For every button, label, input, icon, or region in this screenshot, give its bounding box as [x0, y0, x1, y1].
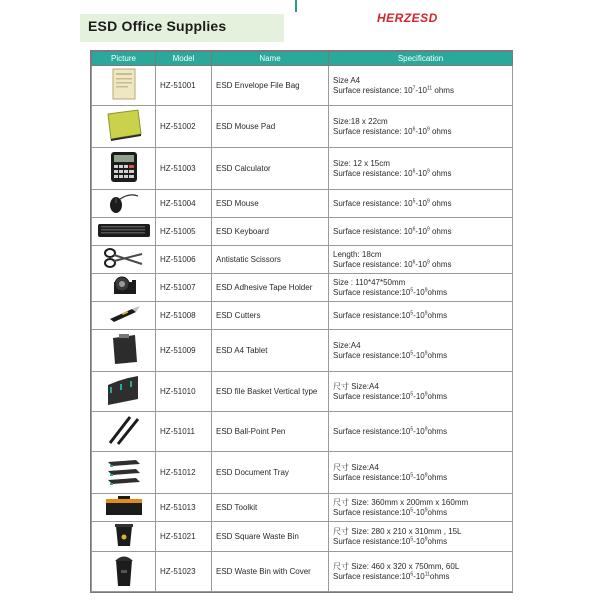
exponent-low: 6 [412, 125, 416, 132]
picture-cell [92, 218, 156, 246]
mouse-icon [92, 190, 155, 217]
spec-resistance-line [333, 572, 512, 582]
exponent-low: 5 [410, 425, 414, 432]
name-cell: ESD Keyboard [212, 218, 329, 246]
column-header-model: Model [156, 52, 212, 66]
specification-cell [329, 190, 513, 218]
exponent-low: 7 [412, 84, 416, 91]
table-row [92, 330, 513, 372]
specification-cell [329, 552, 513, 592]
exponent-high: 9 [424, 471, 428, 478]
table-header-row [92, 52, 513, 66]
keyboard-icon [92, 220, 155, 243]
exponent-low: 6 [412, 167, 416, 174]
spec-size-line: Size : 110*47*50mm [333, 277, 406, 287]
spec-size-line: 尺寸 Size:A4 [333, 462, 379, 472]
specification-cell [329, 372, 513, 412]
model-cell: HZ-51011 [156, 412, 212, 452]
spec-resistance-line [333, 508, 512, 518]
picture-cell [92, 148, 156, 190]
spec-resistance-prefix: Surface resistance:10 [333, 536, 411, 546]
spec-resistance-unit: ohms [429, 226, 452, 236]
picture-cell [92, 274, 156, 302]
table-row [92, 372, 513, 412]
file-basket-icon [92, 373, 155, 410]
spec-resistance-range: -10 [415, 259, 427, 269]
spec-resistance-prefix: Surface resistance: 10 [333, 126, 413, 136]
spec-resistance-prefix: Surface resistance: 10 [333, 226, 413, 236]
spec-resistance-range: -10 [415, 126, 427, 136]
spec-resistance-line [333, 86, 512, 96]
table-row [92, 302, 513, 330]
page-title: ESD Office Supplies [88, 18, 227, 34]
specification-cell [329, 452, 513, 494]
exponent-low: 5 [412, 197, 416, 204]
envelope-file-bag-icon [92, 67, 155, 104]
exponent-low: 5 [410, 286, 414, 293]
spec-resistance-line [333, 127, 512, 137]
name-cell: ESD Toolkit [212, 494, 329, 522]
table-row [92, 452, 513, 494]
product-table [91, 51, 513, 592]
scissors-icon [92, 246, 155, 273]
exponent-low: 5 [410, 506, 414, 513]
table-row [92, 148, 513, 190]
spec-resistance-prefix: Surface resistance:10 [333, 571, 411, 581]
spec-size-line: Size:18 x 22cm [333, 116, 388, 126]
spec-resistance-prefix: Surface resistance:10 [333, 507, 411, 517]
specification-cell [329, 522, 513, 552]
name-cell: Antistatic Scissors [212, 246, 329, 274]
spec-resistance-line [333, 351, 512, 361]
exponent-low: 6 [412, 225, 416, 232]
spec-resistance-range: -10 [413, 310, 425, 320]
spec-resistance-unit: ohms [427, 391, 448, 401]
name-cell: ESD Ball-Point Pen [212, 412, 329, 452]
exponent-high: 9 [424, 349, 428, 356]
specification-cell [329, 330, 513, 372]
model-cell: HZ-51003 [156, 148, 212, 190]
spec-resistance-range: -10 [413, 287, 425, 297]
specification-cell [329, 148, 513, 190]
spec-resistance-range: -10 [413, 472, 425, 482]
model-cell: HZ-51006 [156, 246, 212, 274]
model-cell: HZ-51021 [156, 522, 212, 552]
spec-resistance-unit: ohms [427, 472, 448, 482]
page-header [0, 0, 600, 48]
spec-resistance-prefix: Surface resistance:10 [333, 310, 411, 320]
column-header-specification: Specification [329, 52, 513, 66]
spec-resistance-prefix: Surface resistance: 10 [333, 259, 413, 269]
mouse-pad-icon [92, 108, 155, 145]
spec-resistance-prefix: Surface resistance:10 [333, 472, 411, 482]
exponent-high: 9 [424, 535, 428, 542]
model-cell: HZ-51002 [156, 106, 212, 148]
spec-resistance-prefix: Surface resistance: 10 [333, 168, 413, 178]
spec-size-line: 尺寸 Size: 460 x 320 x 750mm, 60L [333, 561, 460, 571]
model-cell: HZ-51005 [156, 218, 212, 246]
name-cell: ESD Envelope File Bag [212, 66, 329, 106]
waste-bin-cover-icon [92, 552, 155, 591]
table-row [92, 552, 513, 592]
spec-resistance-line [333, 288, 512, 298]
specification-cell [329, 412, 513, 452]
ball-point-pen-icon [92, 413, 155, 450]
model-cell: HZ-51010 [156, 372, 212, 412]
exponent-low: 5 [410, 309, 414, 316]
calculator-icon [92, 150, 155, 187]
cutter-icon [92, 303, 155, 328]
name-cell: ESD Cutters [212, 302, 329, 330]
spec-resistance-unit: ohms [429, 168, 452, 178]
name-cell: ESD file Basket Vertical type [212, 372, 329, 412]
spec-resistance-unit: ohms [429, 198, 452, 208]
name-cell: ESD Document Tray [212, 452, 329, 494]
spec-resistance-range: -10 [415, 226, 427, 236]
name-cell: ESD Calculator [212, 148, 329, 190]
spec-resistance-line [333, 199, 512, 209]
name-cell: ESD Square Waste Bin [212, 522, 329, 552]
table-row [92, 412, 513, 452]
name-cell: ESD Waste Bin with Cover [212, 552, 329, 592]
spec-resistance-unit: ohms [427, 507, 448, 517]
name-cell: ESD Adhesive Tape Holder [212, 274, 329, 302]
name-cell: ESD A4 Tablet [212, 330, 329, 372]
picture-cell [92, 552, 156, 592]
spec-resistance-range: -10 [413, 350, 425, 360]
title-tick-mark [295, 0, 297, 12]
spec-size-line: 尺寸 Size: 360mm x 200mm x 160mm [333, 497, 469, 507]
picture-cell [92, 330, 156, 372]
spec-resistance-prefix: Surface resistance: 10 [333, 85, 413, 95]
model-cell: HZ-51004 [156, 190, 212, 218]
exponent-low: 5 [410, 390, 414, 397]
exponent-low: 6 [410, 570, 414, 577]
table-row [92, 218, 513, 246]
spec-size-line: 尺寸 Size:A4 [333, 381, 379, 391]
table-row [92, 66, 513, 106]
model-cell: HZ-51012 [156, 452, 212, 494]
spec-resistance-range: -10 [415, 168, 427, 178]
spec-resistance-line [333, 427, 512, 437]
tape-holder-icon [92, 274, 155, 301]
spec-resistance-unit: ohms [427, 287, 448, 297]
picture-cell [92, 522, 156, 552]
name-cell: ESD Mouse Pad [212, 106, 329, 148]
spec-resistance-prefix: Surface resistance:10 [333, 426, 411, 436]
picture-cell [92, 302, 156, 330]
spec-size-line: Size:A4 [333, 340, 361, 350]
exponent-low: 5 [410, 471, 414, 478]
picture-cell [92, 372, 156, 412]
spec-resistance-line [333, 392, 512, 402]
spec-resistance-range: -10 [413, 426, 425, 436]
document-tray-icon [92, 454, 155, 491]
spec-resistance-line [333, 260, 512, 270]
spec-resistance-unit: ohms [427, 350, 448, 360]
spec-resistance-unit: ohms [429, 571, 450, 581]
spec-resistance-line [333, 169, 512, 179]
exponent-low: 5 [410, 349, 414, 356]
column-header-name: Name [212, 52, 329, 66]
picture-cell [92, 106, 156, 148]
brand-logo-text: HERZESD [377, 11, 438, 25]
exponent-high: 11 [426, 84, 433, 91]
square-waste-bin-icon [92, 522, 155, 551]
specification-cell [329, 66, 513, 106]
exponent-high: 9 [424, 506, 428, 513]
specification-cell [329, 218, 513, 246]
model-cell: HZ-51009 [156, 330, 212, 372]
table-row [92, 190, 513, 218]
spec-resistance-range: -10 [413, 507, 425, 517]
exponent-high: 9 [426, 125, 430, 132]
picture-cell [92, 412, 156, 452]
spec-resistance-range: -10 [415, 198, 427, 208]
exponent-high: 9 [426, 225, 430, 232]
table-row [92, 106, 513, 148]
picture-cell [92, 66, 156, 106]
model-cell: HZ-51007 [156, 274, 212, 302]
picture-cell [92, 452, 156, 494]
spec-resistance-line [333, 537, 512, 547]
spec-resistance-line [333, 311, 512, 321]
model-cell: HZ-51001 [156, 66, 212, 106]
specification-cell [329, 274, 513, 302]
specification-cell [329, 246, 513, 274]
toolkit-icon [92, 494, 155, 521]
exponent-high: 11 [424, 570, 430, 577]
exponent-high: 9 [424, 309, 428, 316]
exponent-high: 9 [424, 286, 428, 293]
spec-resistance-unit: ohms [427, 426, 448, 436]
spec-resistance-prefix: Surface resistance:10 [333, 287, 411, 297]
spec-resistance-unit: ohms [429, 126, 452, 136]
spec-resistance-range: -10 [415, 85, 427, 95]
exponent-high: 9 [424, 425, 428, 432]
column-header-picture: Picture [92, 52, 156, 66]
exponent-high: 9 [426, 167, 430, 174]
spec-resistance-prefix: Surface resistance:10 [333, 350, 411, 360]
model-cell: HZ-51013 [156, 494, 212, 522]
spec-resistance-range: -10 [413, 391, 425, 401]
spec-resistance-unit: ohms [427, 310, 448, 320]
specification-cell [329, 302, 513, 330]
spec-size-line: Length: 18cm [333, 249, 382, 259]
table-row [92, 274, 513, 302]
spec-resistance-unit: ohms [432, 85, 454, 95]
exponent-low: 6 [412, 258, 416, 265]
spec-resistance-range: -10 [413, 571, 425, 581]
model-cell: HZ-51008 [156, 302, 212, 330]
picture-cell [92, 190, 156, 218]
spec-resistance-prefix: Surface resistance:10 [333, 391, 411, 401]
spec-resistance-unit: ohms [427, 536, 448, 546]
exponent-high: 9 [426, 258, 430, 265]
picture-cell [92, 246, 156, 274]
specification-cell [329, 494, 513, 522]
table-row [92, 494, 513, 522]
tablet-icon [92, 332, 155, 369]
spec-size-line: Size A4 [333, 75, 361, 85]
exponent-low: 5 [410, 535, 414, 542]
spec-resistance-prefix: Surface resistance: 10 [333, 198, 413, 208]
product-table-container [90, 50, 513, 593]
spec-resistance-line [333, 227, 512, 237]
spec-size-line: Size: 12 x 15cm [333, 158, 390, 168]
table-row [92, 246, 513, 274]
exponent-high: 9 [426, 197, 430, 204]
spec-resistance-line [333, 473, 512, 483]
picture-cell [92, 494, 156, 522]
spec-size-line: 尺寸 Size: 280 x 210 x 310mm , 15L [333, 526, 462, 536]
name-cell: ESD Mouse [212, 190, 329, 218]
specification-cell [329, 106, 513, 148]
spec-resistance-unit: ohms [429, 259, 452, 269]
spec-resistance-range: -10 [413, 536, 425, 546]
table-row [92, 522, 513, 552]
model-cell: HZ-51023 [156, 552, 212, 592]
exponent-high: 9 [424, 390, 428, 397]
